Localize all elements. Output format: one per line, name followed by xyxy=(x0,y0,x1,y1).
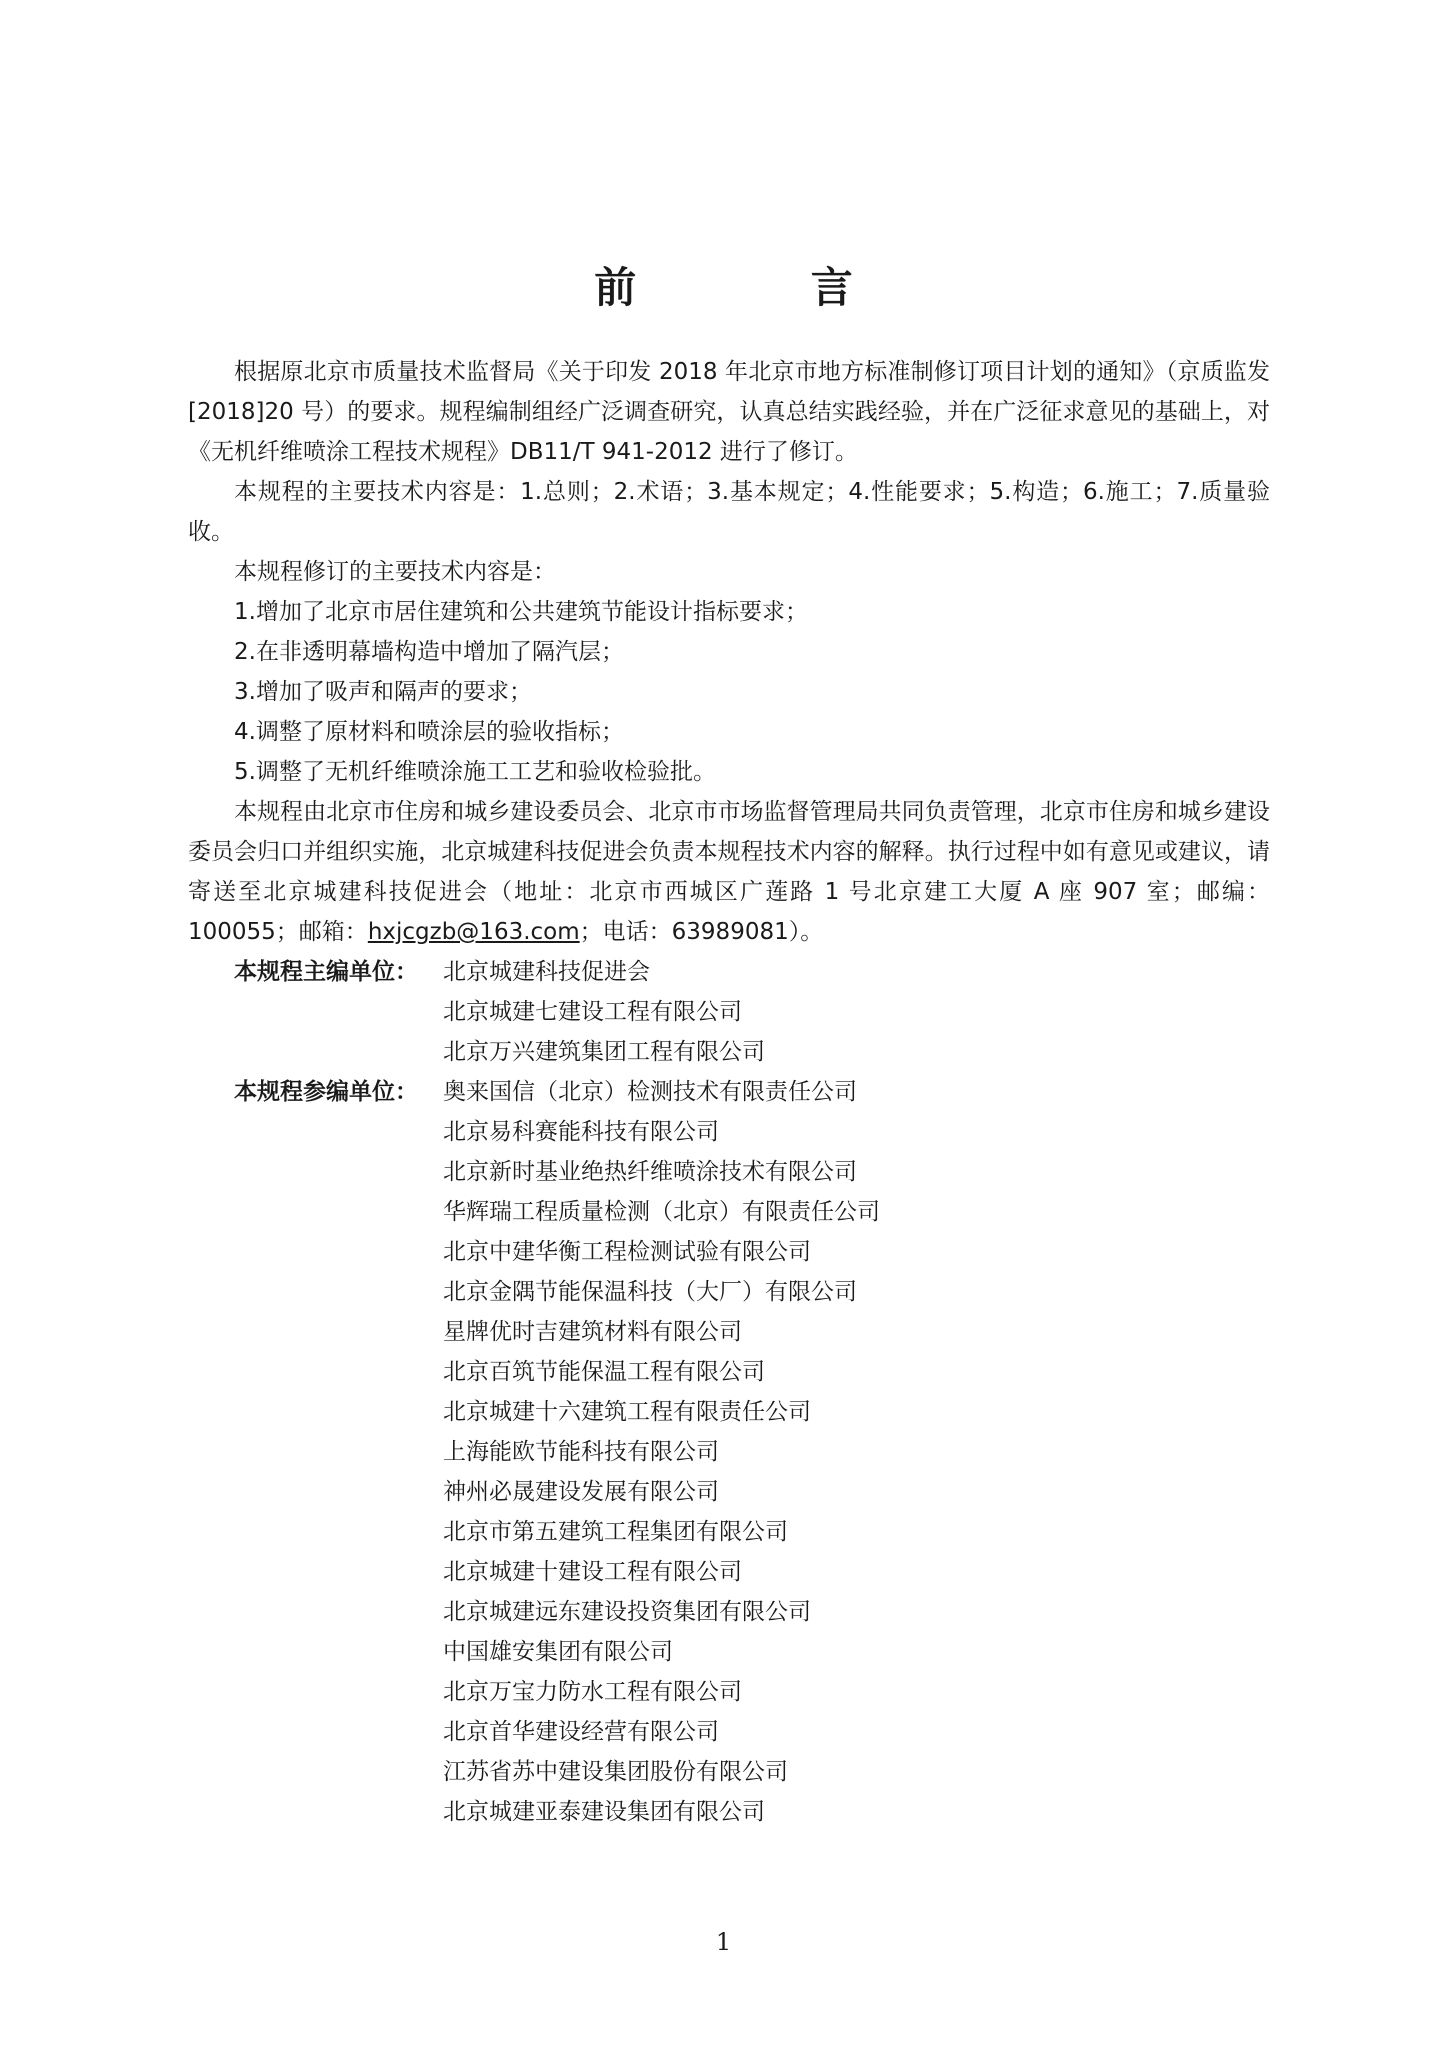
unit-item: 北京城建亚泰建设集团有限公司 xyxy=(443,1799,765,1825)
unit-item: 北京首华建设经营有限公司 xyxy=(443,1719,719,1745)
page-number: 1 xyxy=(715,1928,732,1956)
unit-item: 北京金隅节能保温科技（大厂）有限公司 xyxy=(443,1279,857,1305)
unit-item: 星牌优时吉建筑材料有限公司 xyxy=(443,1319,742,1345)
unit-item: 神州必晟建设发展有限公司 xyxy=(443,1479,719,1505)
revision-item: 2.在非透明幕墙构造中增加了隔汽层； xyxy=(234,639,624,665)
unit-item: 北京百筑节能保温工程有限公司 xyxy=(443,1359,765,1385)
unit-item: 中国雄安集团有限公司 xyxy=(443,1639,673,1665)
paragraph-revision-intro: 本规程修订的主要技术内容是： xyxy=(234,559,556,585)
unit-item: 奥来国信（北京）检测技术有限责任公司 xyxy=(443,1079,857,1105)
unit-item: 北京城建七建设工程有限公司 xyxy=(443,999,742,1025)
management-text-end: ；电话：63989081）。 xyxy=(579,919,824,945)
email-link[interactable]: hxjcgzb@163.com xyxy=(367,919,580,945)
participating-units-block xyxy=(188,1072,1270,1832)
unit-item: 北京城建十建设工程有限公司 xyxy=(443,1559,742,1585)
unit-item: 江苏省苏中建设集团股份有限公司 xyxy=(443,1759,788,1785)
participating-units-list xyxy=(443,1072,1270,1832)
unit-item: 北京市第五建筑工程集团有限公司 xyxy=(443,1519,788,1545)
document-body xyxy=(188,352,1270,1832)
main-units-block xyxy=(188,952,1270,1072)
unit-item: 上海能欧节能科技有限公司 xyxy=(443,1439,719,1465)
paragraph-main-content: 本规程的主要技术内容是：1.总则；2.术语；3.基本规定；4.性能要求；5.构造；6.施工；7.质量验收。 xyxy=(188,479,1270,545)
unit-item: 北京城建远东建设投资集团有限公司 xyxy=(443,1599,811,1625)
paragraph-management xyxy=(188,792,1270,952)
revision-item: 1.增加了北京市居住建筑和公共建筑节能设计指标要求； xyxy=(234,599,808,625)
unit-item: 北京中建华衡工程检测试验有限公司 xyxy=(443,1239,811,1265)
unit-item: 北京万兴建筑集团工程有限公司 xyxy=(443,1039,765,1065)
management-text: 本规程由北京市住房和城乡建设委员会、北京市市场监督管理局共同负责管理，北京市住房和城乡建设委员会归口并组织实施，北京城建科技促进会负责本规程技术内容的解释。执行过程中如有意见或建议，请寄送至北京城建科技促进会（地址：北京市西城区广莲路 1 号北京建工大厦 A 座 907 室；邮编：100055；邮箱： xyxy=(188,799,1270,945)
paragraph-basis: 根据原北京市质量技术监督局《关于印发 2018 年北京市地方标准制修订项目计划的通知》（京质监发[2018]20 号）的要求。规程编制组经广泛调查研究，认真总结实践经验，并在广泛征求意见的基础上，对《无机纤维喷涂工程技术规程》DB11/T 941-2012 进行了修订。 xyxy=(188,359,1270,465)
unit-item: 北京万宝力防水工程有限公司 xyxy=(443,1679,742,1705)
page-title: 前 言 xyxy=(594,263,933,312)
revision-list xyxy=(188,592,1270,792)
participating-units-label: 本规程参编单位： xyxy=(234,1079,418,1105)
unit-item: 北京城建十六建筑工程有限责任公司 xyxy=(443,1399,811,1425)
main-units-list xyxy=(443,952,1270,1072)
revision-item: 3.增加了吸声和隔声的要求； xyxy=(234,679,532,705)
unit-item: 华辉瑞工程质量检测（北京）有限责任公司 xyxy=(443,1199,880,1225)
revision-item: 5.调整了无机纤维喷涂施工工艺和验收检验批。 xyxy=(234,759,716,785)
revision-item: 4.调整了原材料和喷涂层的验收指标； xyxy=(234,719,624,745)
unit-item: 北京新时基业绝热纤维喷涂技术有限公司 xyxy=(443,1159,857,1185)
unit-item: 北京易科赛能科技有限公司 xyxy=(443,1119,719,1145)
unit-item: 北京城建科技促进会 xyxy=(443,959,650,985)
main-units-label: 本规程主编单位： xyxy=(234,959,418,985)
